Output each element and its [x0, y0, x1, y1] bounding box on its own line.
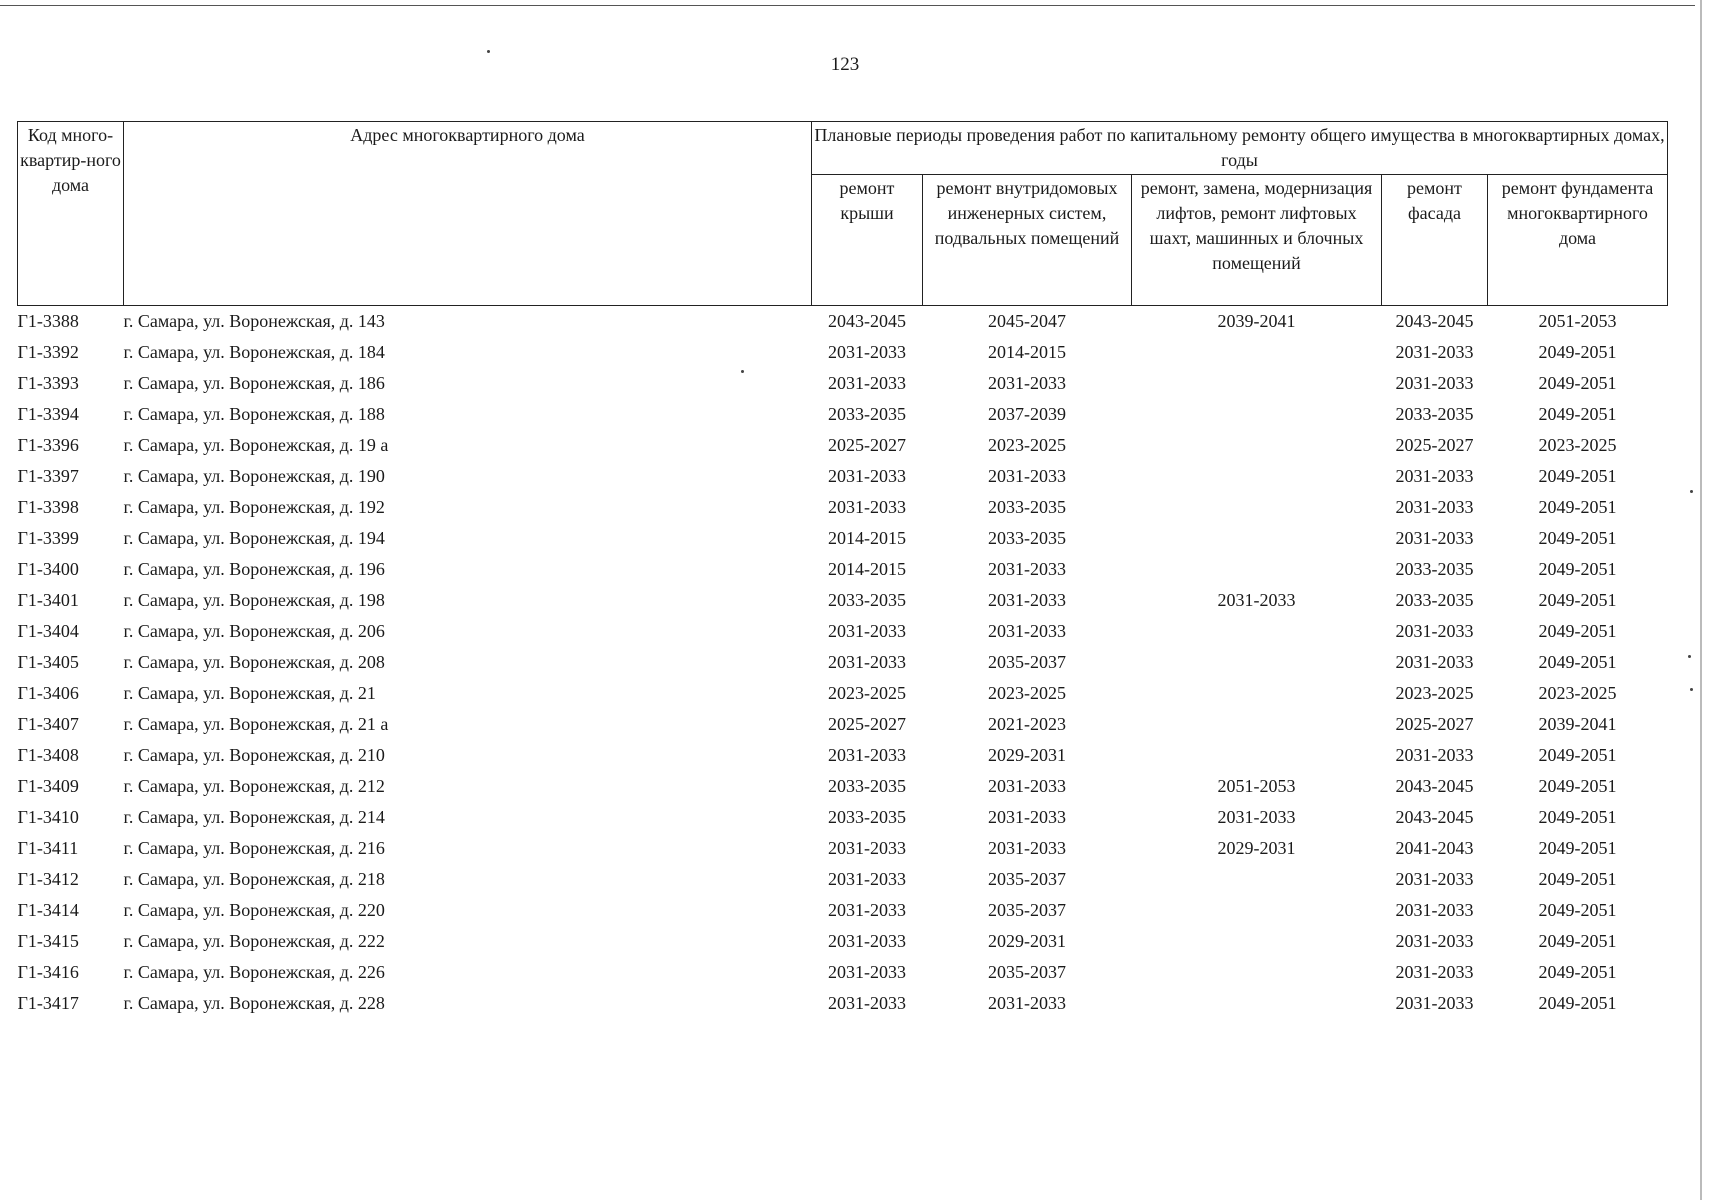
cell-code: Г1-3396 [17, 435, 79, 455]
cell-foundation: 2049-2051 [1538, 342, 1617, 362]
cell-elevator [1132, 430, 1382, 461]
cell-roof: 2031-2033 [828, 497, 906, 517]
table-row [18, 740, 1668, 771]
cell-code: Г1-3411 [17, 838, 79, 858]
cell-facade: 2031-2033 [1395, 621, 1474, 641]
cell-engineering: 2031-2033 [988, 559, 1066, 579]
cell-roof: 2033-2035 [828, 404, 906, 424]
cell-code: Г1-3416 [17, 962, 79, 982]
cell-facade: 2031-2033 [1395, 497, 1474, 517]
cell-engineering: 2031-2033 [988, 993, 1066, 1013]
cell-address: г. Самара, ул. Воронежская, д. 143 [124, 306, 812, 338]
cell-address: г. Самара, ул. Воронежская, д. 19 а [123, 435, 389, 455]
cell-code: Г1-3408 [17, 745, 79, 765]
cell-roof: 2025-2027 [828, 714, 906, 734]
scan-speck [1690, 490, 1693, 493]
cell-roof: 2031-2033 [828, 373, 906, 393]
repair-schedule-table [17, 121, 1668, 1019]
cell-foundation: 2049-2051 [1538, 962, 1617, 982]
cell-address: г. Самара, ул. Воронежская, д. 206 [123, 621, 385, 641]
cell-address: г. Самара, ул. Воронежская, д. 194 [123, 528, 385, 548]
cell-elevator [1132, 492, 1382, 523]
cell-code: Г1-3406 [17, 683, 79, 703]
page-number: 123 [830, 54, 860, 75]
cell-code: Г1-3394 [17, 404, 79, 424]
cell-facade: 2031-2033 [1395, 652, 1474, 672]
cell-foundation: 2049-2051 [1538, 466, 1617, 486]
cell-address: г. Самара, ул. Воронежская, д. 21 а [123, 714, 389, 734]
cell-address: г. Самара, ул. Воронежская, д. 210 [123, 745, 385, 765]
scan-speck [487, 50, 490, 53]
cell-address: г. Самара, ул. Воронежская, д. 196 [123, 559, 385, 579]
cell-foundation: 2023-2025 [1538, 435, 1617, 455]
cell-foundation: 2049-2051 [1538, 404, 1617, 424]
cell-facade: 2031-2033 [1395, 900, 1474, 920]
cell-engineering: 2021-2023 [988, 714, 1066, 734]
cell-code: Г1-3404 [17, 621, 79, 641]
cell-code: Г1-3407 [17, 714, 79, 734]
cell-elevator [1132, 864, 1382, 895]
cell-elevator [1132, 957, 1382, 988]
cell-foundation: 2049-2051 [1538, 807, 1617, 827]
cell-roof: 2031-2033 [828, 466, 906, 486]
cell-code: Г1-3399 [17, 528, 79, 548]
cell-engineering: 2031-2033 [988, 807, 1066, 827]
cell-roof: 2023-2025 [828, 683, 906, 703]
cell-elevator [1132, 461, 1382, 492]
cell-foundation: 2023-2025 [1538, 683, 1617, 703]
cell-code: Г1-3409 [17, 776, 79, 796]
cell-code: Г1-3414 [17, 900, 79, 920]
cell-facade: 2025-2027 [1395, 435, 1474, 455]
cell-engineering: 2031-2033 [988, 621, 1066, 641]
cell-code: Г1-3410 [17, 807, 79, 827]
table-row [18, 802, 1668, 833]
cell-foundation: 2049-2051 [1538, 931, 1617, 951]
cell-engineering: 2035-2037 [988, 652, 1066, 672]
cell-address: г. Самара, ул. Воронежская, д. 186 [123, 373, 385, 393]
cell-address: г. Самара, ул. Воронежская, д. 192 [123, 497, 385, 517]
cell-code: Г1-3401 [17, 590, 79, 610]
cell-code: Г1-3400 [17, 559, 79, 579]
cell-facade: 2023-2025 [1395, 683, 1474, 703]
cell-facade: 2043-2045 [1395, 776, 1474, 796]
cell-facade: 2033-2035 [1395, 404, 1474, 424]
table-row [18, 523, 1668, 554]
table-row [18, 678, 1668, 709]
header-engineering: ремонт внутридомовых инженерных систем, подвальных помещений [923, 175, 1132, 306]
cell-roof: 2033-2035 [828, 776, 906, 796]
cell-engineering: 2031-2033 [988, 373, 1066, 393]
cell-address: г. Самара, ул. Воронежская, д. 21 [123, 683, 376, 703]
table-row [18, 957, 1668, 988]
cell-foundation: 2049-2051 [1538, 528, 1617, 548]
cell-address: г. Самара, ул. Воронежская, д. 198 [123, 590, 385, 610]
cell-foundation: 2049-2051 [1538, 869, 1617, 889]
table-row [18, 430, 1668, 461]
cell-elevator: 2031-2033 [1217, 590, 1296, 610]
cell-foundation: 2049-2051 [1538, 590, 1617, 610]
cell-address: г. Самара, ул. Воронежская, д. 184 [123, 342, 385, 362]
cell-elevator: 2051-2053 [1217, 776, 1296, 796]
table-row [18, 616, 1668, 647]
cell-roof: 2031-2033 [828, 931, 906, 951]
table-row [18, 399, 1668, 430]
cell-engineering: 2023-2025 [988, 435, 1066, 455]
table-row [18, 647, 1668, 678]
cell-engineering: 2033-2035 [988, 528, 1066, 548]
cell-elevator: 2031-2033 [1217, 807, 1296, 827]
cell-roof: 2031-2033 [828, 745, 906, 765]
cell-address: г. Самара, ул. Воронежская, д. 222 [123, 931, 385, 951]
table-row [18, 864, 1668, 895]
cell-facade: 2033-2035 [1395, 590, 1474, 610]
cell-facade: 2031-2033 [1395, 373, 1474, 393]
cell-address: г. Самара, ул. Воронежская, д. 220 [123, 900, 385, 920]
cell-foundation: 2049-2051 [1538, 559, 1617, 579]
cell-facade: 2031-2033 [1395, 528, 1474, 548]
cell-engineering: 2029-2031 [988, 745, 1066, 765]
header-facade: ремонт фасада [1382, 175, 1488, 306]
page-right-edge [1700, 0, 1702, 1200]
cell-facade: 2031-2033 [1395, 466, 1474, 486]
cell-foundation: 2051-2053 [1488, 306, 1668, 338]
table-row [18, 337, 1668, 368]
cell-engineering: 2023-2025 [988, 683, 1066, 703]
cell-foundation: 2049-2051 [1538, 838, 1617, 858]
cell-roof: 2031-2033 [828, 993, 906, 1013]
cell-foundation: 2049-2051 [1538, 621, 1617, 641]
cell-code: Г1-3398 [17, 497, 79, 517]
header-roof: ремонт крыши [812, 175, 923, 306]
cell-address: г. Самара, ул. Воронежская, д. 216 [123, 838, 385, 858]
cell-elevator [1132, 523, 1382, 554]
cell-address: г. Самара, ул. Воронежская, д. 190 [123, 466, 385, 486]
cell-engineering: 2035-2037 [988, 900, 1066, 920]
cell-engineering: 2029-2031 [988, 931, 1066, 951]
cell-engineering: 2033-2035 [988, 497, 1066, 517]
cell-elevator [1132, 554, 1382, 585]
cell-address: г. Самара, ул. Воронежская, д. 228 [123, 993, 385, 1013]
cell-foundation: 2049-2051 [1538, 900, 1617, 920]
top-border-line [0, 5, 1695, 6]
header-foundation: ремонт фундамента многоквартирного дома [1488, 175, 1668, 306]
cell-roof: 2031-2033 [828, 869, 906, 889]
cell-roof: 2043-2045 [812, 306, 923, 338]
cell-roof: 2033-2035 [828, 807, 906, 827]
cell-engineering: 2035-2037 [988, 962, 1066, 982]
cell-roof: 2031-2033 [828, 962, 906, 982]
cell-roof: 2031-2033 [828, 652, 906, 672]
cell-engineering: 2035-2037 [988, 869, 1066, 889]
cell-engineering: 2014-2015 [988, 342, 1066, 362]
cell-facade: 2041-2043 [1395, 838, 1474, 858]
header-planned-periods: Плановые периоды проведения работ по капитальному ремонту общего имущества в многоквартирных домах, годы [812, 122, 1668, 175]
table-row [18, 461, 1668, 492]
cell-code: Г1-3392 [17, 342, 79, 362]
header-elevator: ремонт, замена, модернизация лифтов, ремонт лифтовых шахт, машинных и блочных помещений [1132, 175, 1382, 306]
cell-engineering: 2045-2047 [923, 306, 1132, 338]
cell-elevator [1132, 399, 1382, 430]
scan-speck [741, 370, 744, 373]
cell-elevator: 2029-2031 [1217, 838, 1296, 858]
table-row [18, 926, 1668, 957]
scan-speck [1690, 688, 1693, 691]
cell-code: Г1-3415 [17, 931, 79, 951]
cell-address: г. Самара, ул. Воронежская, д. 214 [123, 807, 385, 827]
cell-elevator [1132, 647, 1382, 678]
cell-elevator [1132, 709, 1382, 740]
table-row [18, 368, 1668, 399]
cell-address: г. Самара, ул. Воронежская, д. 188 [123, 404, 385, 424]
cell-roof: 2025-2027 [828, 435, 906, 455]
header-address: Адрес многоквартирного дома [124, 122, 812, 306]
cell-roof: 2031-2033 [828, 900, 906, 920]
cell-code: Г1-3397 [17, 466, 79, 486]
cell-engineering: 2031-2033 [988, 466, 1066, 486]
cell-foundation: 2039-2041 [1538, 714, 1617, 734]
cell-roof: 2033-2035 [828, 590, 906, 610]
cell-roof: 2031-2033 [828, 621, 906, 641]
cell-engineering: 2031-2033 [988, 590, 1066, 610]
cell-engineering: 2031-2033 [988, 776, 1066, 796]
cell-code: Г1-3388 [18, 306, 124, 338]
cell-facade: 2033-2035 [1395, 559, 1474, 579]
cell-facade: 2043-2045 [1395, 807, 1474, 827]
cell-elevator [1132, 678, 1382, 709]
cell-facade: 2031-2033 [1395, 342, 1474, 362]
cell-facade: 2031-2033 [1395, 931, 1474, 951]
cell-code: Г1-3412 [17, 869, 79, 889]
cell-foundation: 2049-2051 [1538, 497, 1617, 517]
cell-elevator [1132, 337, 1382, 368]
cell-roof: 2031-2033 [828, 342, 906, 362]
scan-speck [1688, 655, 1691, 658]
cell-elevator [1132, 895, 1382, 926]
cell-facade: 2025-2027 [1395, 714, 1474, 734]
cell-foundation: 2049-2051 [1538, 745, 1617, 765]
cell-roof: 2014-2015 [828, 559, 906, 579]
table-row [18, 306, 1668, 338]
cell-code: Г1-3393 [17, 373, 79, 393]
cell-address: г. Самара, ул. Воронежская, д. 218 [123, 869, 385, 889]
table-row [18, 492, 1668, 523]
table-body [18, 306, 1668, 1020]
table-row [18, 585, 1668, 616]
table-row [18, 895, 1668, 926]
table-row [18, 771, 1668, 802]
cell-roof: 2031-2033 [828, 838, 906, 858]
cell-roof: 2014-2015 [828, 528, 906, 548]
table-row [18, 709, 1668, 740]
header-code: Код много-квартир-ного дома [18, 122, 124, 306]
cell-facade: 2043-2045 [1382, 306, 1488, 338]
cell-elevator: 2039-2041 [1132, 306, 1382, 338]
cell-engineering: 2031-2033 [988, 838, 1066, 858]
cell-engineering: 2037-2039 [988, 404, 1066, 424]
cell-facade: 2031-2033 [1395, 962, 1474, 982]
cell-address: г. Самара, ул. Воронежская, д. 212 [123, 776, 385, 796]
table-header [18, 122, 1668, 306]
cell-foundation: 2049-2051 [1538, 373, 1617, 393]
cell-facade: 2031-2033 [1395, 993, 1474, 1013]
cell-elevator [1132, 988, 1382, 1019]
cell-elevator [1132, 616, 1382, 647]
cell-facade: 2031-2033 [1395, 869, 1474, 889]
cell-elevator [1132, 740, 1382, 771]
cell-code: Г1-3417 [17, 993, 79, 1013]
cell-address: г. Самара, ул. Воронежская, д. 226 [123, 962, 385, 982]
header-row-main [18, 122, 1668, 175]
cell-elevator [1132, 368, 1382, 399]
cell-foundation: 2049-2051 [1538, 993, 1617, 1013]
cell-facade: 2031-2033 [1395, 745, 1474, 765]
cell-foundation: 2049-2051 [1538, 652, 1617, 672]
cell-code: Г1-3405 [17, 652, 79, 672]
cell-elevator [1132, 926, 1382, 957]
cell-address: г. Самара, ул. Воронежская, д. 208 [123, 652, 385, 672]
table-row [18, 988, 1668, 1019]
table-row [18, 833, 1668, 864]
table-row [18, 554, 1668, 585]
cell-foundation: 2049-2051 [1538, 776, 1617, 796]
